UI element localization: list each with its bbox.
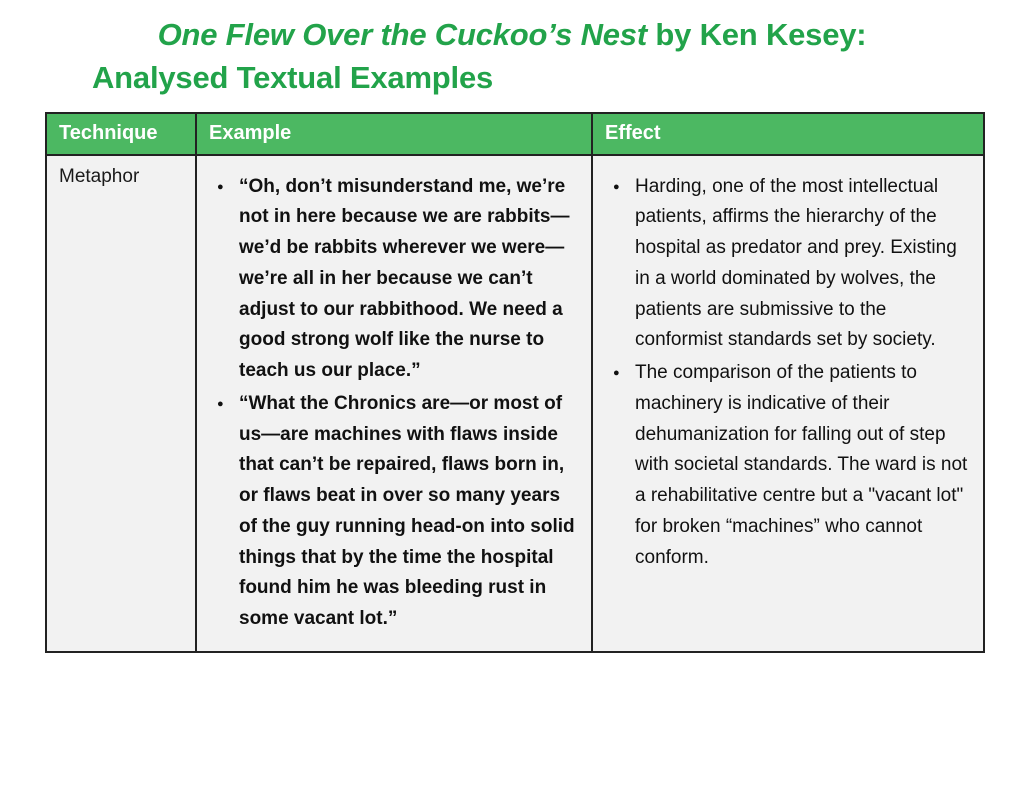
column-header-effect: Effect bbox=[592, 113, 984, 155]
list-item: ● Harding, one of the most intellectual patients, affirms the hierarchy of the hospital as predator and prey. Existing in a world dominated by wolves, the patients are submissive to the conformist standards set by society. bbox=[635, 172, 971, 357]
title-line-2: Analysed Textual Examples bbox=[92, 59, 494, 95]
column-header-example: Example bbox=[196, 113, 592, 155]
cell-technique: Metaphor bbox=[46, 155, 196, 652]
table-row bbox=[46, 155, 984, 652]
title-line-1 bbox=[46, 14, 978, 57]
list-item: ● “What the Chronics are—or most of us—are machines with flaws inside that can’t be repaired, flaws born in, or flaws beat in over so many years of the guy running head-on into solid things that by the time the hospital found him he was bleeding rust in some vacant lot.” bbox=[239, 389, 579, 635]
table-header-row bbox=[46, 113, 984, 155]
page-title bbox=[0, 0, 1024, 106]
cell-example bbox=[196, 155, 592, 652]
example-list bbox=[209, 172, 579, 635]
title-book-name: One Flew Over the Cuckoo’s Nest bbox=[157, 17, 647, 52]
analysis-table bbox=[45, 112, 985, 653]
title-author: by Ken Kesey: bbox=[646, 17, 867, 52]
list-item: ● The comparison of the patients to machinery is indicative of their dehumanization for falling out of step with societal standards. The ward is not a rehabilitative centre but a "vacant lot" for broken “machines” who cannot conform. bbox=[635, 358, 971, 573]
column-header-technique: Technique bbox=[46, 113, 196, 155]
cell-effect bbox=[592, 155, 984, 652]
list-item: ● “Oh, don’t misunderstand me, we’re not in here because we are rabbits—we’d be rabbits wherever we were—we’re all in her because we can’t adjust to our rabbithood. We need a good strong wolf like the nurse to teach us our place.” bbox=[239, 172, 579, 387]
effect-list bbox=[605, 172, 971, 574]
